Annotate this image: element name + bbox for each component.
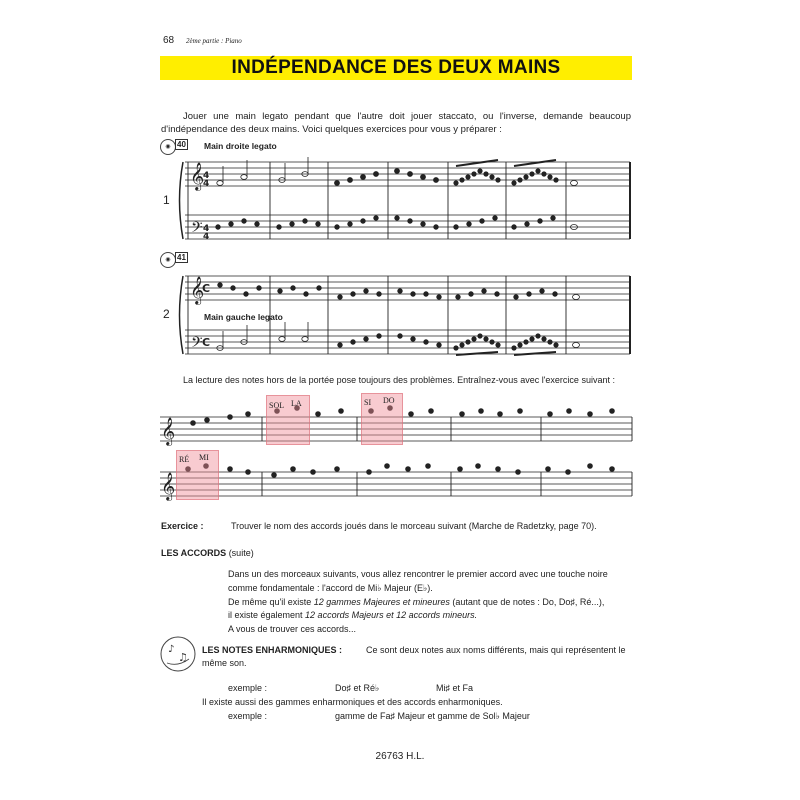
enharm-line2: Il existe aussi des gammes enharmoniques et des accords enharmoniques.: [202, 697, 503, 707]
page-title: INDÉPENDANCE DES DEUX MAINS: [231, 57, 561, 78]
accords-line3a: De même qu'il existe: [228, 597, 314, 607]
treble-clef-icon: 𝄞: [190, 162, 205, 190]
staff-lines: [160, 162, 632, 496]
svg-text:C: C: [202, 336, 211, 349]
note-label-mi: MI: [199, 453, 209, 462]
accords-line3c: (autant que de notes : Do, Do♯, Ré...),: [449, 597, 605, 607]
accords-line2: comme fondamentale : l'accord de Mi♭ Majeur (E♭).: [228, 583, 433, 593]
bass-clef-icon: 𝄢: [191, 334, 203, 355]
section-label: 2ème partie : Piano: [186, 37, 242, 45]
cd-icon: ◉: [160, 252, 176, 268]
exercise2-label: Main gauche legato: [204, 312, 283, 322]
note-label-sol: SOL: [269, 401, 285, 410]
accords-line4a: il existe également: [228, 610, 306, 620]
enharm-heading: LES NOTES ENHARMONIQUES :: [202, 645, 343, 655]
enharm-text1: Ce sont deux notes aux noms différents, mais qui représentent le: [366, 645, 626, 655]
accords-line1: Dans un des morceaux suivants, vous allez rencontrer le premier accord avec une touche noire: [228, 569, 608, 579]
svg-text:♫: ♫: [178, 651, 188, 664]
intro-paragraph: Jouer une main legato pendant que l'autre doit jouer staccato, ou l'inverse, demande beaucoup d'indépendance des deux mains. Voici quelques exercices pour vous y préparer :: [161, 111, 631, 135]
example-2: Mi♯ et Fa: [436, 683, 474, 693]
svg-text:C: C: [202, 282, 211, 295]
ledger-intro: La lecture des notes hors de la portée pose toujours des problèmes. Entraînez-vous avec l'exercice suivant :: [183, 375, 615, 385]
svg-text:♪: ♪: [168, 644, 175, 655]
svg-text:4: 4: [203, 171, 210, 181]
track-number: 41: [177, 253, 186, 262]
exercise1-label: Main droite legato: [204, 141, 277, 151]
note-label-si: SI: [364, 398, 372, 407]
bass-clef-icon: 𝄢: [191, 219, 203, 240]
note-label-la: LA: [291, 399, 302, 408]
system-number: 1: [163, 193, 170, 207]
example-label-2: exemple :: [228, 711, 268, 721]
treble-clef-icon: 𝄞: [161, 417, 176, 445]
accords-heading: LES ACCORDS: [161, 548, 227, 558]
enharm-text2: même son.: [202, 658, 247, 668]
svg-text:4: 4: [203, 232, 210, 242]
svg-text:4: 4: [203, 179, 210, 189]
music-illustration-icon: [159, 635, 197, 673]
example-label: exemple :: [228, 683, 268, 693]
example-1: Do♯ et Ré♭: [335, 683, 380, 693]
accords-line5: A vous de trouver ces accords...: [228, 624, 357, 634]
note-label-do: DO: [383, 396, 395, 405]
svg-text:4: 4: [203, 224, 210, 234]
exercice-label: Exercice :: [161, 521, 204, 531]
footer-code: 26763 H.L.: [375, 751, 425, 762]
note-label-re: RÉ: [179, 455, 190, 464]
cd-icon: ◉: [160, 139, 176, 155]
accords-line3b: 12 gammes Majeures et mineures: [313, 597, 450, 607]
treble-clef-icon: 𝄞: [161, 472, 176, 500]
accords-heading-suffix: (suite): [228, 548, 254, 558]
exercice-text: Trouver le nom des accords joués dans le morceau suivant (Marche de Radetzky, page 70).: [231, 521, 597, 531]
system-number: 2: [163, 307, 170, 321]
treble-clef-icon: 𝄞: [190, 276, 205, 304]
page-number: 68: [163, 35, 175, 46]
accords-line4b: 12 accords Majeurs et 12 accords mineurs.: [305, 610, 478, 620]
example-3: gamme de Fa♯ Majeur et gamme de Sol♭ Majeur: [335, 711, 530, 721]
track-number: 40: [177, 140, 186, 149]
